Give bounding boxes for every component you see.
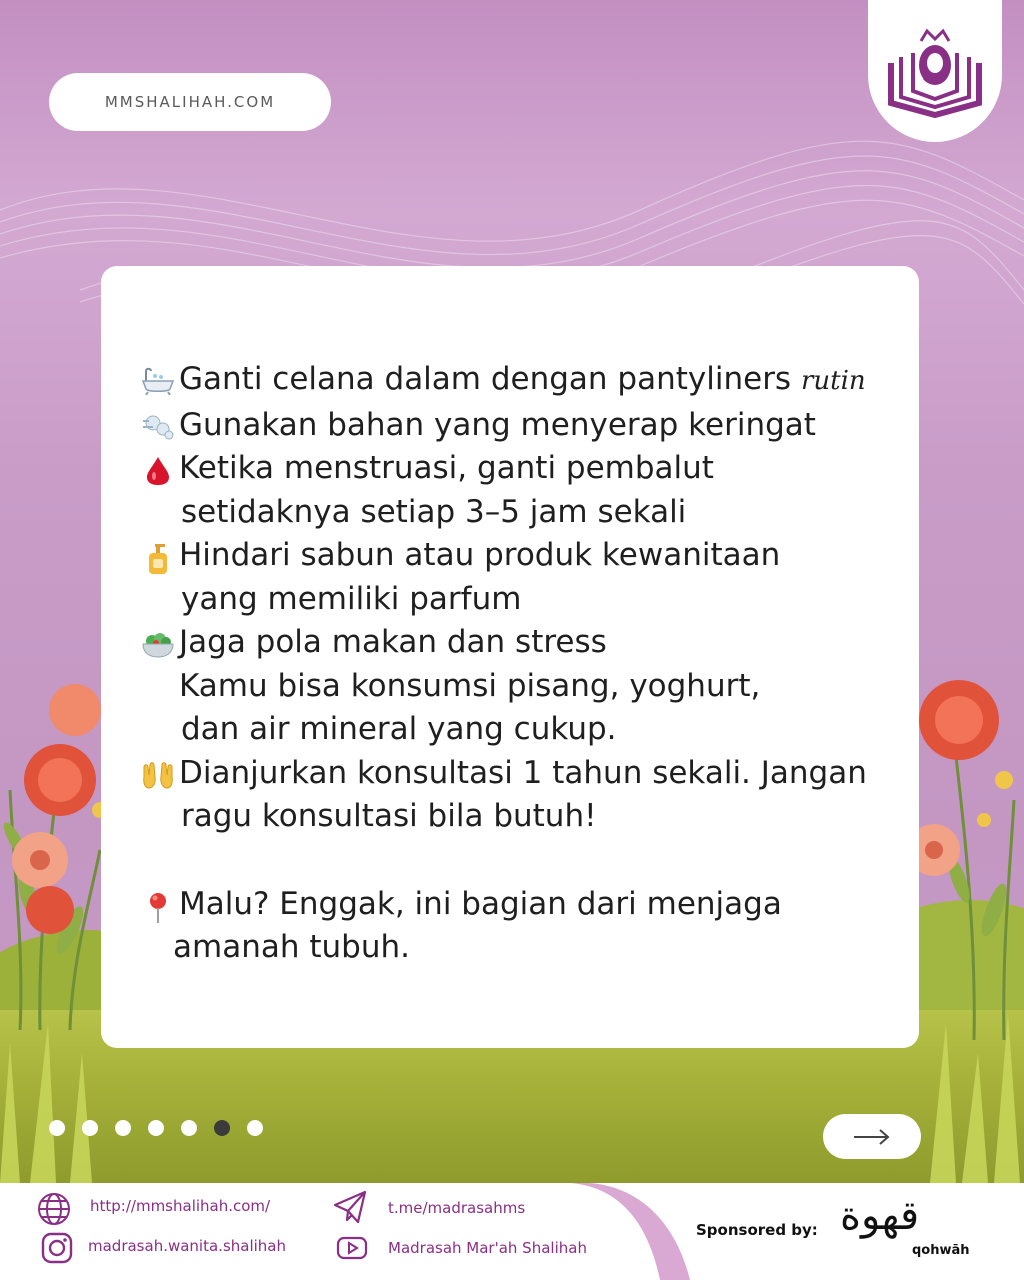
page-dot[interactable] xyxy=(82,1120,98,1136)
page-dot[interactable] xyxy=(148,1120,164,1136)
sponsored-by-label: Sponsored by: xyxy=(696,1221,818,1239)
sponsor-arabic-logo: قهوة xyxy=(840,1193,920,1239)
logo-badge xyxy=(868,0,1002,142)
instagram-link[interactable]: madrasah.wanita.shalihah xyxy=(88,1237,286,1255)
palms-up-together-icon xyxy=(137,752,179,789)
closing-item: Malu? Enggak, ini bagian dari menjaga xyxy=(137,883,897,927)
tips-list xyxy=(137,358,897,970)
list-item: Ganti celana dalam dengan pantyliners rutin xyxy=(137,358,897,404)
sponsor-name: qohwāh xyxy=(912,1243,970,1258)
next-button[interactable] xyxy=(823,1114,921,1159)
footer xyxy=(0,1183,1024,1280)
youtube-icon xyxy=(336,1233,368,1263)
list-item: Dianjurkan konsultasi 1 tahun sekali. Jangan xyxy=(137,752,897,796)
list-item: Hindari sabun atau produk kewanitaan xyxy=(137,534,897,578)
carousel-pagination xyxy=(49,1120,263,1136)
site-url-label: MMSHALIHAH.COM xyxy=(104,93,276,111)
list-item-continuation: ragu konsultasi bila butuh! xyxy=(181,798,597,834)
sponsor-logo xyxy=(836,1193,976,1273)
bathtub-icon xyxy=(137,358,179,395)
list-item-continuation: dan air mineral yang cukup. xyxy=(181,711,617,747)
list-item-continuation: Kamu bisa konsumsi pisang, yoghurt, xyxy=(179,667,761,704)
page-dot[interactable] xyxy=(115,1120,131,1136)
globe-icon xyxy=(36,1191,72,1227)
round-pushpin-icon xyxy=(137,883,179,924)
list-item: Gunakan bahan yang menyerap keringat xyxy=(137,404,897,448)
list-item-continuation: yang memiliki parfum xyxy=(181,580,522,617)
green-salad-icon xyxy=(137,621,179,658)
telegram-icon xyxy=(332,1189,368,1225)
list-item: Ketika menstruasi, ganti pembalut xyxy=(137,447,897,491)
list-item-continuation: setidaknya setiap 3–5 jam sekali xyxy=(181,493,687,530)
telegram-link[interactable]: t.me/madrasahms xyxy=(388,1199,526,1217)
site-url-pill[interactable] xyxy=(49,73,331,131)
arrow-right-icon xyxy=(852,1127,892,1147)
youtube-link[interactable]: Madrasah Mar'ah Shalihah xyxy=(388,1239,587,1257)
footer-swoosh-decoration xyxy=(570,1183,690,1280)
drop-of-blood-icon xyxy=(137,447,179,486)
list-item: Jaga pola makan dan stress xyxy=(137,621,897,665)
page-dot[interactable] xyxy=(181,1120,197,1136)
page-dot[interactable] xyxy=(49,1120,65,1136)
instagram-icon xyxy=(40,1231,74,1265)
content-card xyxy=(101,266,919,1048)
lotion-bottle-icon xyxy=(137,534,179,575)
dash-icon xyxy=(137,404,179,441)
crowned-book-logo-icon xyxy=(883,23,987,119)
page-dot-active[interactable] xyxy=(214,1120,230,1136)
website-link[interactable]: http://mmshalihah.com/ xyxy=(90,1197,271,1215)
closing-continuation: amanah tubuh. xyxy=(173,929,410,965)
page-dot[interactable] xyxy=(247,1120,263,1136)
